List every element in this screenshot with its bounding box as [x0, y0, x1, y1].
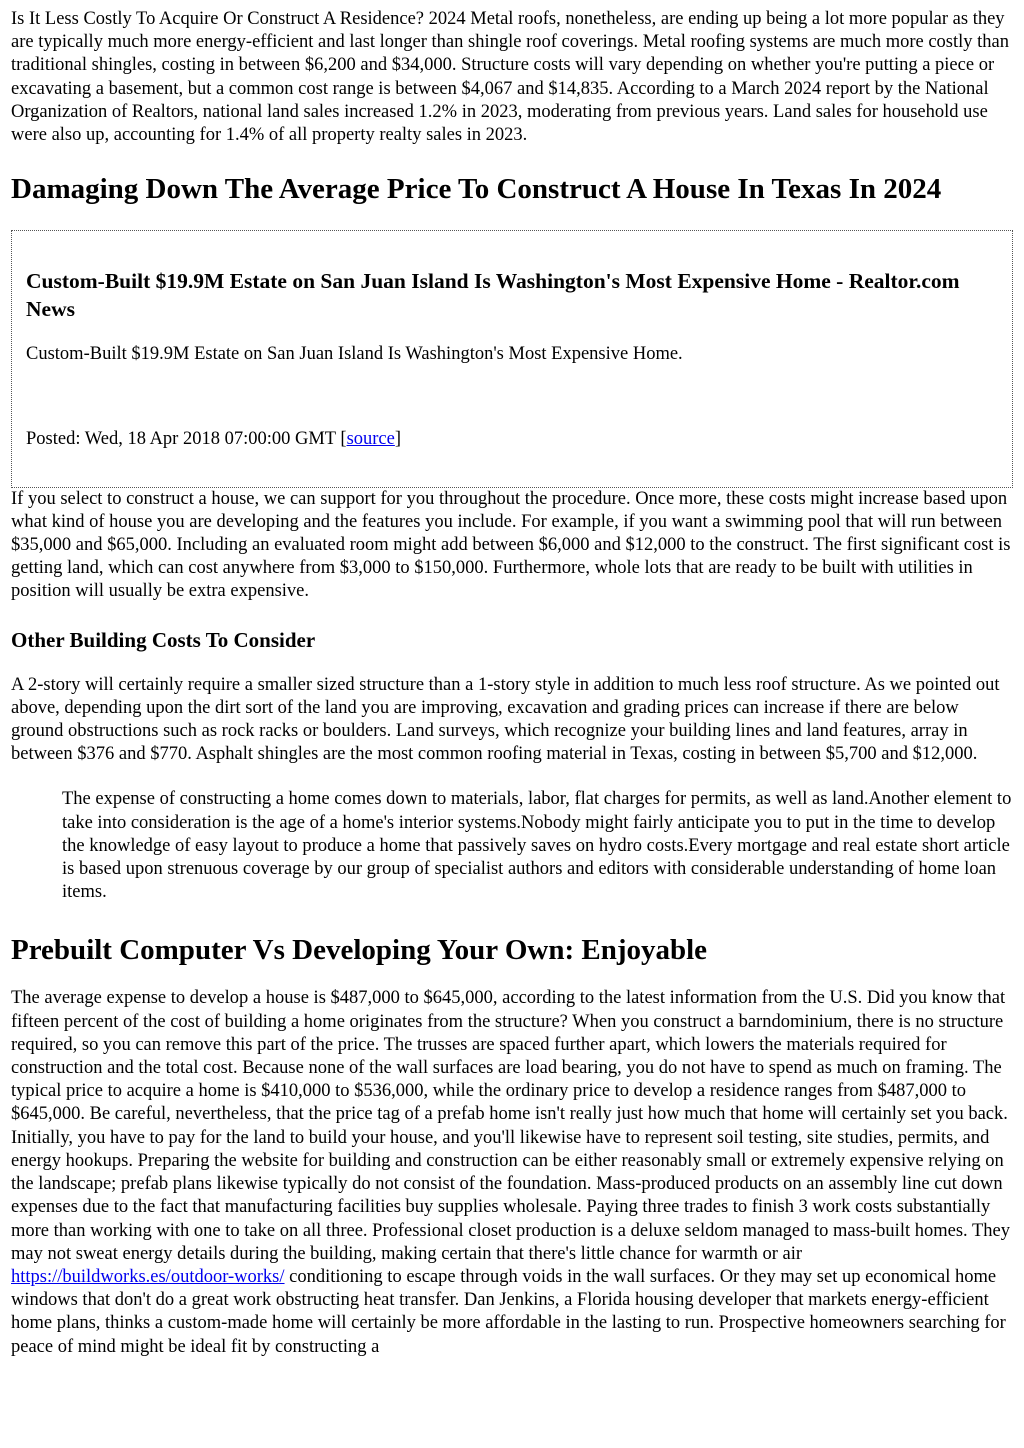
posted-suffix: ]	[394, 429, 402, 450]
section-heading-texas-cost: Damaging Down The Average Price To Construct A House In Texas In 2024	[11, 173, 942, 206]
news-card-posted	[26, 428, 998, 451]
section3-text-after-link: conditioning to escape through voids in the wall surfaces. Or they may set up economical home windows that don't do a great work obstructing heat transfer. Dan Jenkins, a Florida housing developer that markets energy-efficient home plans, thinks a custom-made home will certainly be more affordable in the lasting to run. Prospective homeowners searching for peace of mind might be ideal fit by constructing a	[11, 1266, 1006, 1357]
news-card-summary: Custom-Built $19.9M Estate on San Juan Island Is Washington's Most Expensive Home.	[26, 344, 683, 365]
section2-paragraph: A 2-story will certainly require a smaller sized structure than a 1-story style in addition to much less roof structure. As we pointed out above, depending upon the dirt sort of the land you are improving, excavation and grading prices can increase if there are below ground obstructions such as rock racks or boulders. Land surveys, which recognize your building lines and land features, array in between $376 and $770. Asphalt shingles are the most common roofing material in Texas, costing in between $5,700 and $12,000.	[11, 674, 1000, 765]
source-link[interactable]: source	[346, 429, 395, 450]
news-card-title: Custom-Built $19.9M Estate on San Juan Island Is Washington's Most Expensive Home - Realtor.com News	[26, 269, 960, 322]
section3-paragraph	[11, 987, 1013, 1358]
posted-date: Posted: Wed, 18 Apr 2018 07:00:00 GMT [	[26, 429, 347, 450]
quote-block: The expense of constructing a home comes down to materials, labor, flat charges for permits, as well as land.Another element to take into consideration is the age of a home's interior systems.Nobody might fairly anticipate you to put in the time to develop the knowledge of easy layout to produce a home that passively saves on hydro costs.Every mortgage and real estate short article is based upon strenuous coverage by our group of specialist authors and editors with considerable understanding of home loan items.	[62, 789, 1012, 903]
section-heading-prebuilt: Prebuilt Computer Vs Developing Your Own: Enjoyable	[11, 934, 708, 967]
buildworks-link[interactable]: https://buildworks.es/outdoor-works/	[11, 1266, 285, 1287]
news-card	[11, 230, 1013, 487]
intro-paragraph: Is It Less Costly To Acquire Or Construct A Residence? 2024 Metal roofs, nonetheless, are ending up being a lot more popular as they are typically much more energy-efficient and last longer than shingle roof coverings. Metal roofing systems are much more costly than traditional shingles, costing in between $6,200 and $34,000. Structure costs will vary depending on whether you're putting a piece or excavating a basement, but a common cost range is between $4,067 and $14,835. According to a March 2024 report by the National Organization of Realtors, national land sales increased 1.2% in 2023, moderating from previous years. Land sales for household use were also up, accounting for 1.4% of all property realty sales in 2023.	[11, 9, 1010, 146]
section3-text-before-link: The average expense to develop a house is $487,000 to $645,000, according to the latest information from the U.S. Did you know that fifteen percent of the cost of building a home originates from the structure? When you construct a barndominium, there is no structure required, so you can remove this part of the price. The trusses are spaced further apart, which lowers the materials required for construction and the total cost. Because none of the wall surfaces are load bearing, you do not have to spend as much on framing. The typical price to acquire a home is $410,000 to $536,000, while the ordinary price to develop a residence ranges from $487,000 to $645,000. Be careful, nevertheless, that the price tag of a prefab home isn't really just how much that home will certainly set you back. Initially, you have to pay for the land to build your house, and you'll likewise have to represent soil testing, site studies, permits, and energy hookups. Preparing the website for building and construction can be either reasonably small or extremely expensive relying on the landscape; prefab plans likewise typically do not consist of the foundation. Mass-produced products on an assembly line cut down expenses due to the fact that manufacturing facilities buy supplies wholesale. Paying three trades to finish 3 work costs substantially more than working with one to take on all three. Professional closet production is a deluxe seldom managed to mass-built homes. They may not sweat energy details during the building, making certain that there's little chance for warmth or air	[11, 988, 1010, 1264]
section1-paragraph: If you select to construct a house, we can support for you throughout the procedure. Once more, these costs might increase based upon what kind of house you are developing and the features you include. For example, if you want a swimming pool that will run between $35,000 and $65,000. Including an evaluated room might add between $6,000 and $12,000 to the construct. The first significant cost is getting land, which can cost anywhere from $3,000 to $150,000. Furthermore, whole lots that are ready to be built with utilities in position will usually be extra expensive.	[11, 488, 1011, 602]
section-heading-other-costs: Other Building Costs To Consider	[11, 627, 316, 652]
